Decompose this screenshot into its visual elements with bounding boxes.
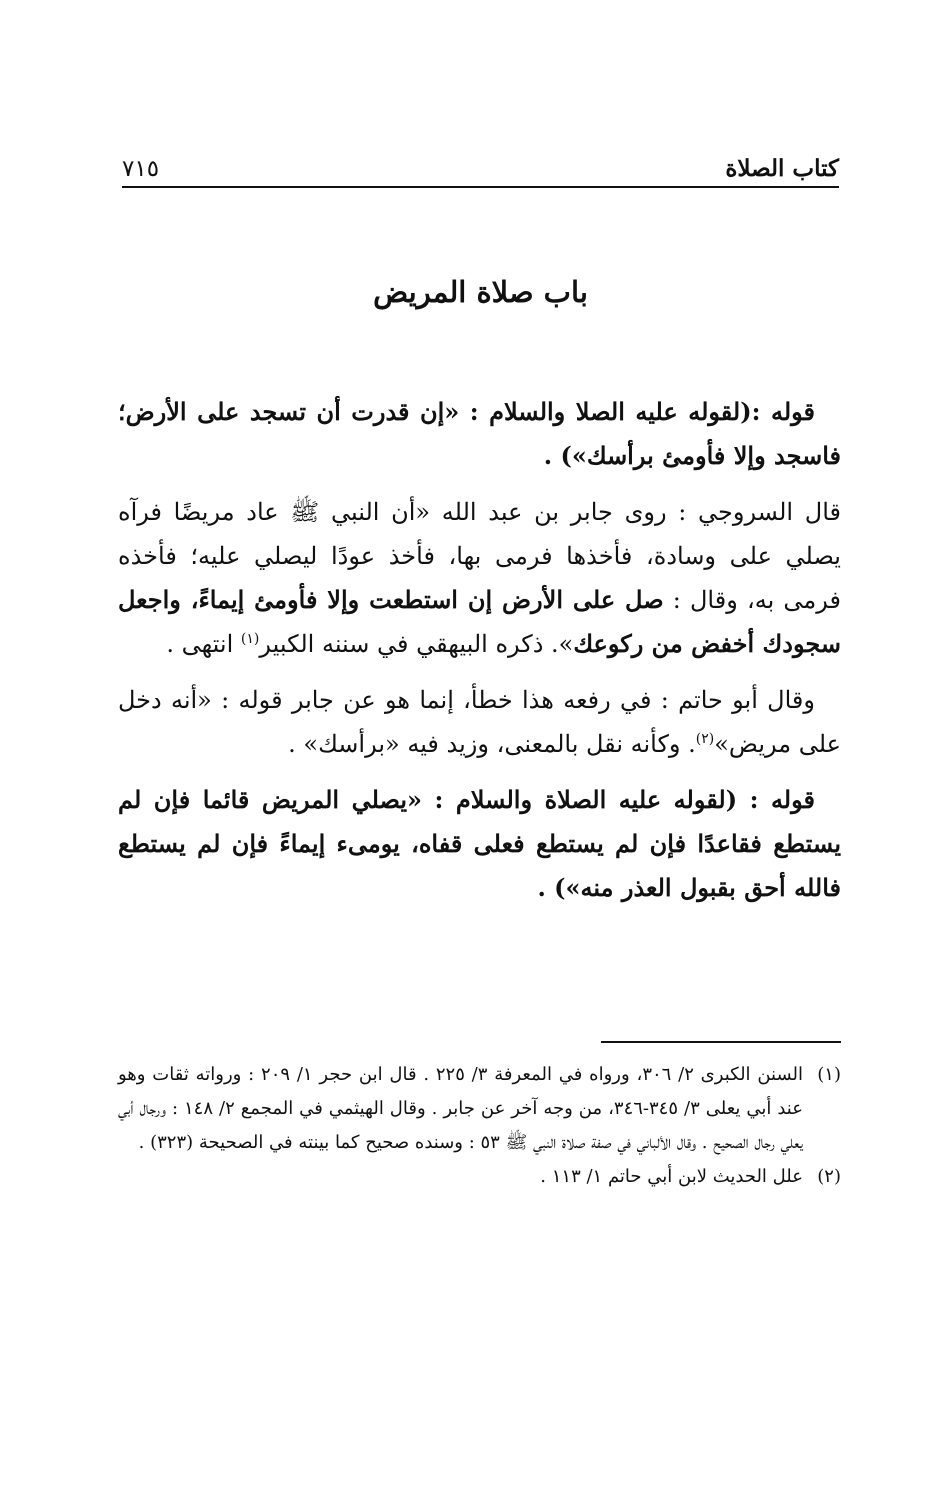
- footnote-1: [118, 1058, 841, 1160]
- book-title: كتاب الصلاة: [725, 155, 839, 182]
- page-number: ٧١٥: [122, 156, 160, 182]
- paragraph-2: [118, 490, 841, 666]
- footnotes: [118, 1058, 841, 1194]
- paragraph-1: [118, 390, 841, 478]
- running-header: [122, 146, 839, 188]
- p2-text: قال السروجي : روى جابر بن عبد الله «أن النبي ﷺ عاد مريضًا فرآه يصلي على وسادة، فأخذها فرمى بها، فأخذ عودًا ليصلي عليه؛ فأخذه فرمى به، وقال :: [118, 498, 841, 614]
- p4-hadith: لقوله عليه الصلاة والسلام : «يصلي المريض قائما فإن لم يستطع فقاعدًا فإن لم يستطع فعلى قفاه، يومىء إيماءً فإن لم يستطع فالله أحق بقبول العذر منه»: [118, 785, 841, 902]
- p2-source: ». ذكره البيهقي في سننه الكبير: [259, 630, 574, 658]
- p1-hadith: لقوله عليه الصلا والسلام : «إن قدرت أن تسجد على الأرض؛ فاسجد وإلا فأومئ برأسك»: [118, 397, 841, 470]
- footnote-2: [118, 1160, 841, 1194]
- p4-close: ) .: [537, 873, 566, 902]
- p1-close: ) .: [543, 441, 572, 470]
- p1-open: قوله :(: [740, 397, 815, 426]
- footnote-divider: [601, 1041, 841, 1043]
- chapter-title: باب صلاة المريض: [373, 275, 588, 309]
- main-text: [118, 390, 841, 922]
- footnote-ref-1[interactable]: (١): [240, 631, 260, 647]
- footnote-ref-2[interactable]: (٢): [695, 731, 715, 747]
- footnote-number: (١): [817, 1064, 841, 1085]
- footnote-text: السنن الكبرى ٢/ ٣٠٦، ورواه في المعرفة ٣/ ٢٢٥ . قال ابن حجر ١/ ٢٠٩ : ورواته ثقات وهو عند أبي يعلى ٣/ ٣٤٥-٣٤٦، من وجه آخر عن جابر . وقال الهيثمي في المجمع ٢/ ١٤٨ : ورجال أبي يعلي رجال الصحيح . وقال الألباني في صفة صلاة النبي ﷺ ٥٣ : وسنده صحيح كما بينته في الصحيحة (٣٢٣) .: [118, 1064, 804, 1153]
- p3-text: وقال أبو حاتم : في رفعه هذا خطأ، إنما هو عن جابر قوله : «أنه دخل على مريض»: [118, 686, 841, 758]
- p2-hadith: صل على الأرض إن استطعت وإلا فأومئ إيماءً، واجعل سجودك أخفض من ركوعك: [118, 585, 841, 658]
- p3-end: . وكأنه نقل بالمعنى، وزيد فيه «برأسك» .: [288, 730, 696, 758]
- p4-open: قوله : (: [725, 785, 815, 814]
- p2-end: انتهى .: [166, 630, 241, 658]
- paragraph-4: [118, 778, 841, 910]
- footnote-number: (٢): [817, 1166, 841, 1187]
- footnote-text: علل الحديث لابن أبي حاتم ١/ ١١٣ .: [540, 1166, 803, 1187]
- paragraph-3: [118, 678, 841, 766]
